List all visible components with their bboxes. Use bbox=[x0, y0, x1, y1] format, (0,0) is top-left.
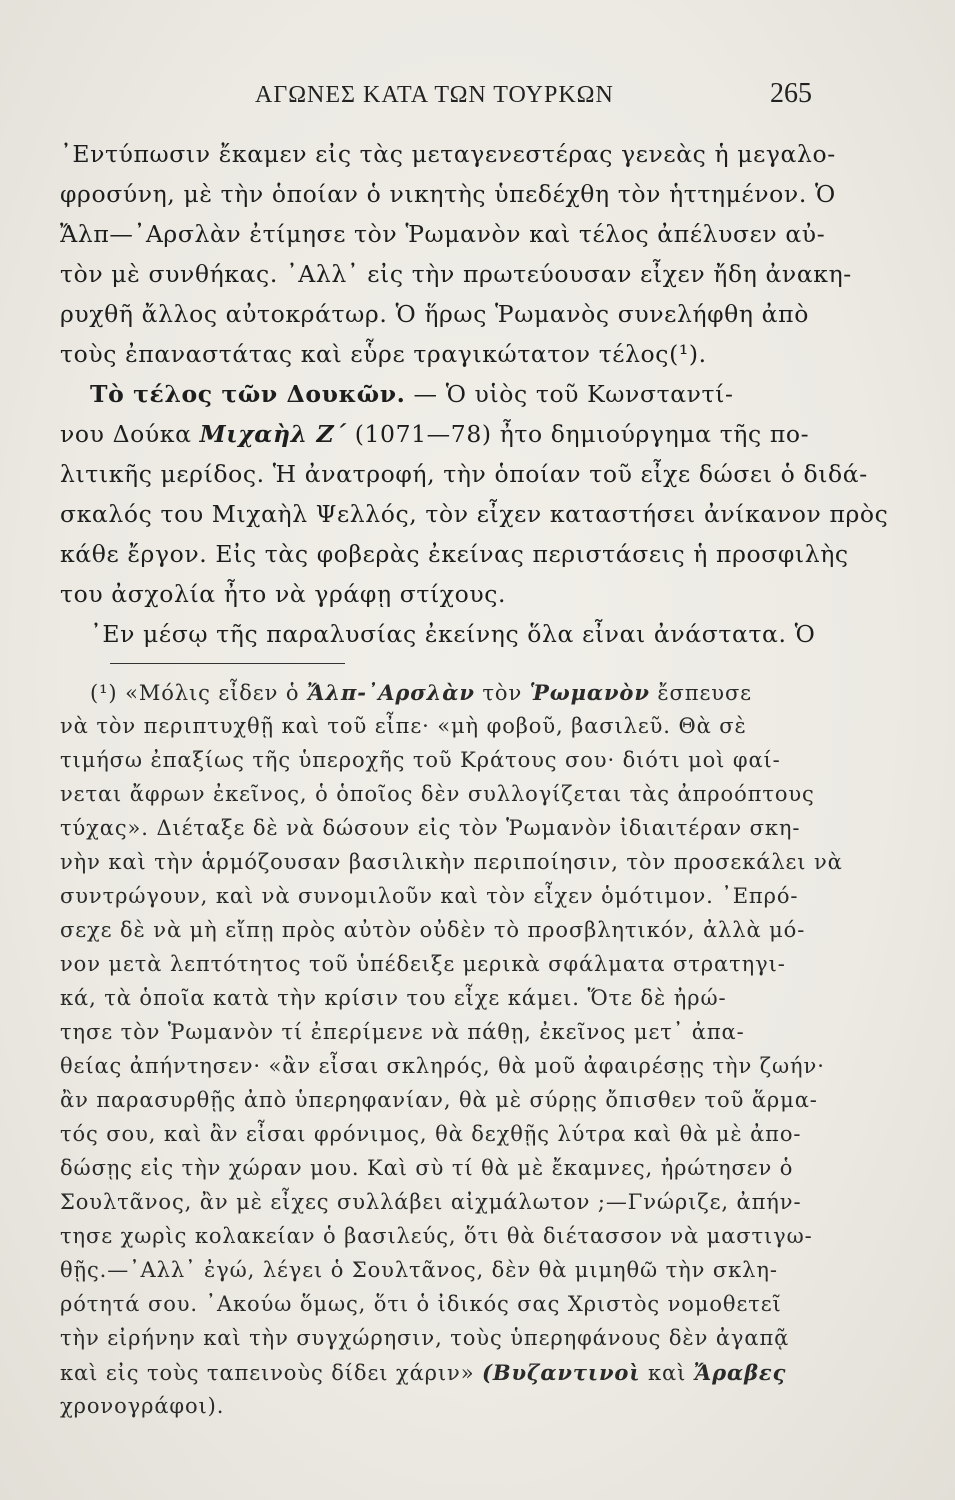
section-heading: Τὸ τέλος τῶν Δουκῶν. bbox=[90, 380, 406, 408]
text-line: τοὺς ἐπαναστάτας καὶ εὗρε τραγικώτατον τέλος(¹). bbox=[60, 340, 707, 368]
footnote-line: νον μετὰ λεπτότητος τοῦ ὑπέδειξε μερικὰ σφάλματα στρατηγι- bbox=[60, 952, 786, 976]
text-line: λιτικῆς μερίδος. Ἡ ἀνατροφή, τὴν ὁποίαν τοῦ εἶχε δώσει ὁ διδά- bbox=[60, 460, 868, 488]
footnote-line bbox=[60, 1360, 786, 1385]
footnote-line: τιμήσω ἐπαξίως τῆς ὑπεροχῆς τοῦ Κράτους σου· διότι μοὶ φαί- bbox=[60, 748, 781, 772]
name-alp-arslan: Ἄλπ-᾿Αρσλὰν bbox=[306, 680, 475, 705]
footnote-line bbox=[90, 680, 752, 705]
text-line: ᾿Εν μέσῳ τῆς παραλυσίας ἐκείνης ὅλα εἶναι ἀνάστατα. Ὁ bbox=[90, 620, 816, 648]
footnote-line: συντρώγουν, καὶ νὰ συνομιλοῦν καὶ τὸν εἶχεν ὁμότιμον. ᾿Επρό- bbox=[60, 884, 799, 908]
footnote-line: σεχε δὲ νὰ μὴ εἴπῃ πρὸς αὐτὸν οὐδὲν τὸ προσβλητικόν, ἀλλὰ μό- bbox=[60, 918, 806, 942]
text-span: τὸν bbox=[474, 681, 530, 705]
name-romanos: Ῥωμανὸν bbox=[529, 680, 650, 705]
text-line: τὸν μὲ συνθήκας. ᾿Αλλ᾿ εἰς τὴν πρωτεύουσαν εἶχεν ἤδη ἀνακη- bbox=[60, 260, 852, 288]
text-span: καὶ bbox=[640, 1361, 694, 1385]
text-line: ᾿Εντύπωσιν ἔκαμεν εἰς τὰς μεταγενεστέρας γενεὰς ἡ μεγαλο- bbox=[60, 140, 836, 168]
text-line: Ἄλπ—᾿Αρσλὰν ἐτίμησε τὸν Ῥωμανὸν καὶ τέλος ἀπέλυσεν αὐ- bbox=[60, 220, 826, 248]
text-span: — Ὁ υἱὸς τοῦ Κωνσταντί- bbox=[405, 380, 734, 408]
text-line: ρυχθῆ ἄλλος αὐτοκράτωρ. Ὁ ἥρως Ῥωμανὸς συνελήφθη ἀπὸ bbox=[60, 300, 809, 328]
footnote-line: τησε χωρὶς κολακείαν ὁ βασιλεύς, ὅτι θὰ διέτασσον νὰ μαστιγω- bbox=[60, 1224, 813, 1248]
text-span: (1071—78) ἦτο δημιούργημα τῆς πο- bbox=[346, 420, 810, 448]
footnote-line: θῇς.—᾿Αλλ᾿ ἐγώ, λέγει ὁ Σουλτᾶνος, δὲν θὰ μιμηθῶ τὴν σκλη- bbox=[60, 1258, 778, 1282]
footnote-line: Σουλτᾶνος, ἂν μὲ εἶχες συλλάβει αἰχμάλωτον ;—Γνώριζε, ἀπήν- bbox=[60, 1190, 802, 1214]
footnote-divider bbox=[110, 663, 345, 664]
text-span: νου Δούκα bbox=[60, 420, 192, 448]
text-line bbox=[60, 420, 809, 448]
text-span: καὶ εἰς τοὺς ταπεινοὺς δίδει χάριν» bbox=[60, 1361, 483, 1385]
source-title-end: Ἄραβες bbox=[693, 1360, 787, 1385]
footnote-line: νὰ τὸν περιπτυχθῇ καὶ τοῦ εἶπε· «μὴ φοβοῦ, βασιλεῦ. Θὰ σὲ bbox=[60, 714, 747, 738]
footnote-line: τύχας». Διέταξε δὲ νὰ δώσουν εἰς τὸν Ῥωμανὸν ἰδιαιτέραν σκη- bbox=[60, 816, 801, 840]
emperor-name: Μιχαὴλ Ζ΄ bbox=[199, 420, 347, 448]
running-title: ΑΓΩΝΕΣ ΚΑΤΑ ΤΩΝ ΤΟΥΡΚΩΝ bbox=[255, 82, 614, 108]
footnote-line: τησε τὸν Ῥωμανὸν τί ἐπερίμενε νὰ πάθῃ, ἐκεῖνος μετ᾿ ἀπα- bbox=[60, 1020, 745, 1044]
footnote-line: δώσῃς εἰς τὴν χώραν μου. Καὶ σὺ τί θὰ μὲ ἔκαμνες, ἠρώτησεν ὁ bbox=[60, 1156, 794, 1180]
footnote-line: ρότητά σου. ᾿Ακούω ὅμως, ὅτι ὁ ἰδικός σας Χριστὸς νομοθετεῖ bbox=[60, 1292, 782, 1316]
text-line: κάθε ἔργον. Εἰς τὰς φοβερὰς ἐκείνας περιστάσεις ἡ προσφιλὴς bbox=[60, 540, 849, 568]
footnote-line: νὴν καὶ τὴν ἁρμόζουσαν βασιλικὴν περιποίησιν, τὸν προσεκάλει νὰ bbox=[60, 850, 843, 874]
footnote-line: τὴν εἰρήνην καὶ τὴν συγχώρησιν, τοὺς ὑπερηφάνους δὲν ἀγαπᾷ bbox=[60, 1326, 790, 1350]
section-heading-line bbox=[90, 380, 734, 408]
footnote-line: ἂν παρασυρθῇς ἀπὸ ὑπερηφανίαν, θὰ μὲ σύρῃς ὄπισθεν τοῦ ἅρμα- bbox=[60, 1088, 818, 1112]
footnote-line: χρονογράφοι). bbox=[60, 1394, 225, 1418]
text-span: ἔσπευσε bbox=[649, 681, 752, 705]
footnote-line: θείας ἀπήντησεν· «ἂν εἶσαι σκληρός, θὰ μοῦ ἀφαιρέσῃς τὴν ζωήν· bbox=[60, 1054, 825, 1078]
text-span: (¹) «Μόλις εἶδεν ὁ bbox=[90, 681, 307, 705]
text-line: σκαλός του Μιχαὴλ Ψελλός, τὸν εἶχεν καταστήσει ἀνίκανον πρὸς bbox=[60, 500, 889, 528]
text-line: φροσύνη, μὲ τὴν ὁποίαν ὁ νικητὴς ὑπεδέχθη τὸν ἡττημένον. Ὁ bbox=[60, 180, 836, 208]
page-number: 265 bbox=[770, 78, 812, 109]
source-title: (Βυζαντινοὶ bbox=[482, 1360, 641, 1385]
footnote-line: κά, τὰ ὁποῖα κατὰ τὴν κρίσιν του εἶχε κάμει. Ὅτε δὲ ἠρώ- bbox=[60, 986, 727, 1010]
page-header bbox=[0, 78, 955, 118]
text-line: του ἀσχολία ἦτο νὰ γράφῃ στίχους. bbox=[60, 580, 507, 608]
footnote-line: τός σου, καὶ ἂν εἶσαι φρόνιμος, θὰ δεχθῇς λύτρα καὶ θὰ μὲ ἀπο- bbox=[60, 1122, 802, 1146]
footnote-line: νεται ἄφρων ἐκεῖνος, ὁ ὁποῖος δὲν συλλογίζεται τὰς ἀπροόπτους bbox=[60, 782, 815, 806]
